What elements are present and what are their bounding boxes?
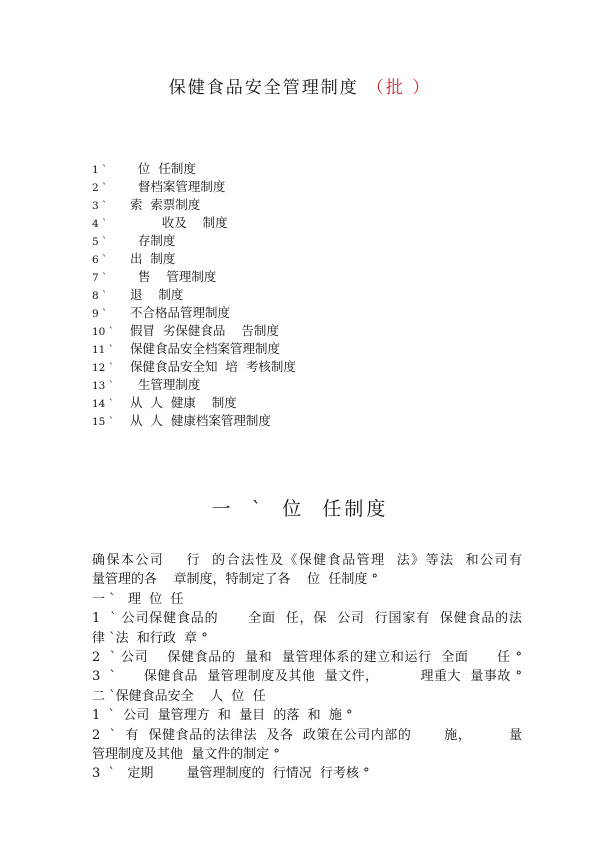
body-line: 律 `法 和行政 章 °	[92, 630, 208, 646]
toc-item-number: 1 `	[92, 164, 108, 176]
body-line: 确保本公司 行 的合法性及《保健食品管理 法》等法 和公司有	[92, 553, 522, 568]
toc-item-label: 位 任制度	[126, 161, 196, 176]
toc-item-number: 15 `	[92, 416, 114, 428]
body-line: 量管理的各 章制度，特制定了各 位 任制度 °	[92, 572, 378, 588]
body-line: 1 ` 公司保健食品的 全面 任，保 公司 行国家有 保健食品的法	[92, 611, 522, 627]
toc-item	[92, 340, 296, 358]
toc-item-label: 售 管理制度	[126, 269, 217, 284]
section-body	[92, 551, 522, 784]
body-line: 3 ` 定期 量管理制度的 行情况 行考核 °	[92, 766, 370, 782]
toc-item	[92, 268, 296, 286]
toc-item-label: 索 索票制度	[126, 197, 201, 212]
toc-item-label: 从 人 健康 制度	[126, 395, 237, 410]
body-line: 管理制度及其他 量文件的制定 °	[92, 746, 280, 762]
toc-item-number: 14 `	[92, 398, 114, 410]
toc-item	[92, 232, 296, 250]
toc-item	[92, 250, 296, 268]
toc-item-label: 保健食品安全档案管理制度	[126, 341, 280, 356]
toc-item-label: 生管理制度	[126, 377, 201, 392]
toc-item-label: 不合格品管理制度	[126, 305, 230, 320]
section-title: 一 ` 位 任制度	[211, 498, 389, 520]
toc-item-number: 11 `	[92, 344, 114, 356]
toc-item	[92, 178, 296, 196]
toc-item	[92, 358, 296, 376]
toc-item	[92, 214, 296, 232]
toc-item-number: 13 `	[92, 380, 114, 392]
document-title	[0, 73, 600, 98]
toc-item-number: 10 `	[92, 326, 114, 338]
toc-item-label: 督档案管理制度	[126, 179, 226, 194]
toc-item	[92, 412, 296, 430]
toc-item-label: 假冒 劣保健食品 告制度	[126, 323, 279, 338]
document-title-text: 保健食品安全管理制度	[168, 78, 359, 98]
toc-item-number: 6 `	[92, 254, 108, 266]
toc-item-number: 9 `	[92, 308, 108, 320]
toc-item	[92, 376, 296, 394]
body-line: 1 ` 公司 量管理方 和 量目 的落 和 施 °	[92, 708, 353, 724]
body-line: 2 ` 有 保健食品的法律法 及各 政策在公司内部的 施， 量	[92, 727, 522, 743]
toc-item-number: 7 `	[92, 272, 108, 284]
toc-item-number: 3 `	[92, 200, 108, 212]
table-of-contents	[92, 160, 296, 430]
body-line: 3 ` 保健食品 量管理制度及其他 量文件， 理重大 量事故 °	[92, 669, 522, 685]
document-title-tag: （批 ）	[366, 78, 432, 98]
toc-item	[92, 322, 296, 340]
toc-item-label: 收及 制度	[126, 215, 228, 230]
body-line: 2 ` 公司 保健食品的 量和 量管理体系的建立和运行 全面 任 °	[92, 649, 522, 665]
body-line: 一 ` 理 位 任	[92, 591, 184, 607]
toc-item-label: 退 制度	[126, 287, 184, 302]
toc-item-number: 12 `	[92, 362, 114, 374]
toc-item-label: 存制度	[126, 233, 176, 248]
toc-item-number: 4 `	[92, 218, 108, 230]
toc-item	[92, 394, 296, 412]
toc-item-number: 2 `	[92, 182, 108, 194]
toc-item-number: 8 `	[92, 290, 108, 302]
toc-item	[92, 286, 296, 304]
toc-item	[92, 160, 296, 178]
toc-item	[92, 196, 296, 214]
toc-item	[92, 304, 296, 322]
body-line: 二 `保健食品安全 人 位 任	[92, 688, 266, 704]
toc-item-label: 保健食品安全知 培 考核制度	[126, 359, 296, 374]
toc-item-number: 5 `	[92, 236, 108, 248]
toc-item-label: 从 人 健康档案管理制度	[126, 413, 271, 428]
toc-item-label: 出 制度	[126, 251, 176, 266]
